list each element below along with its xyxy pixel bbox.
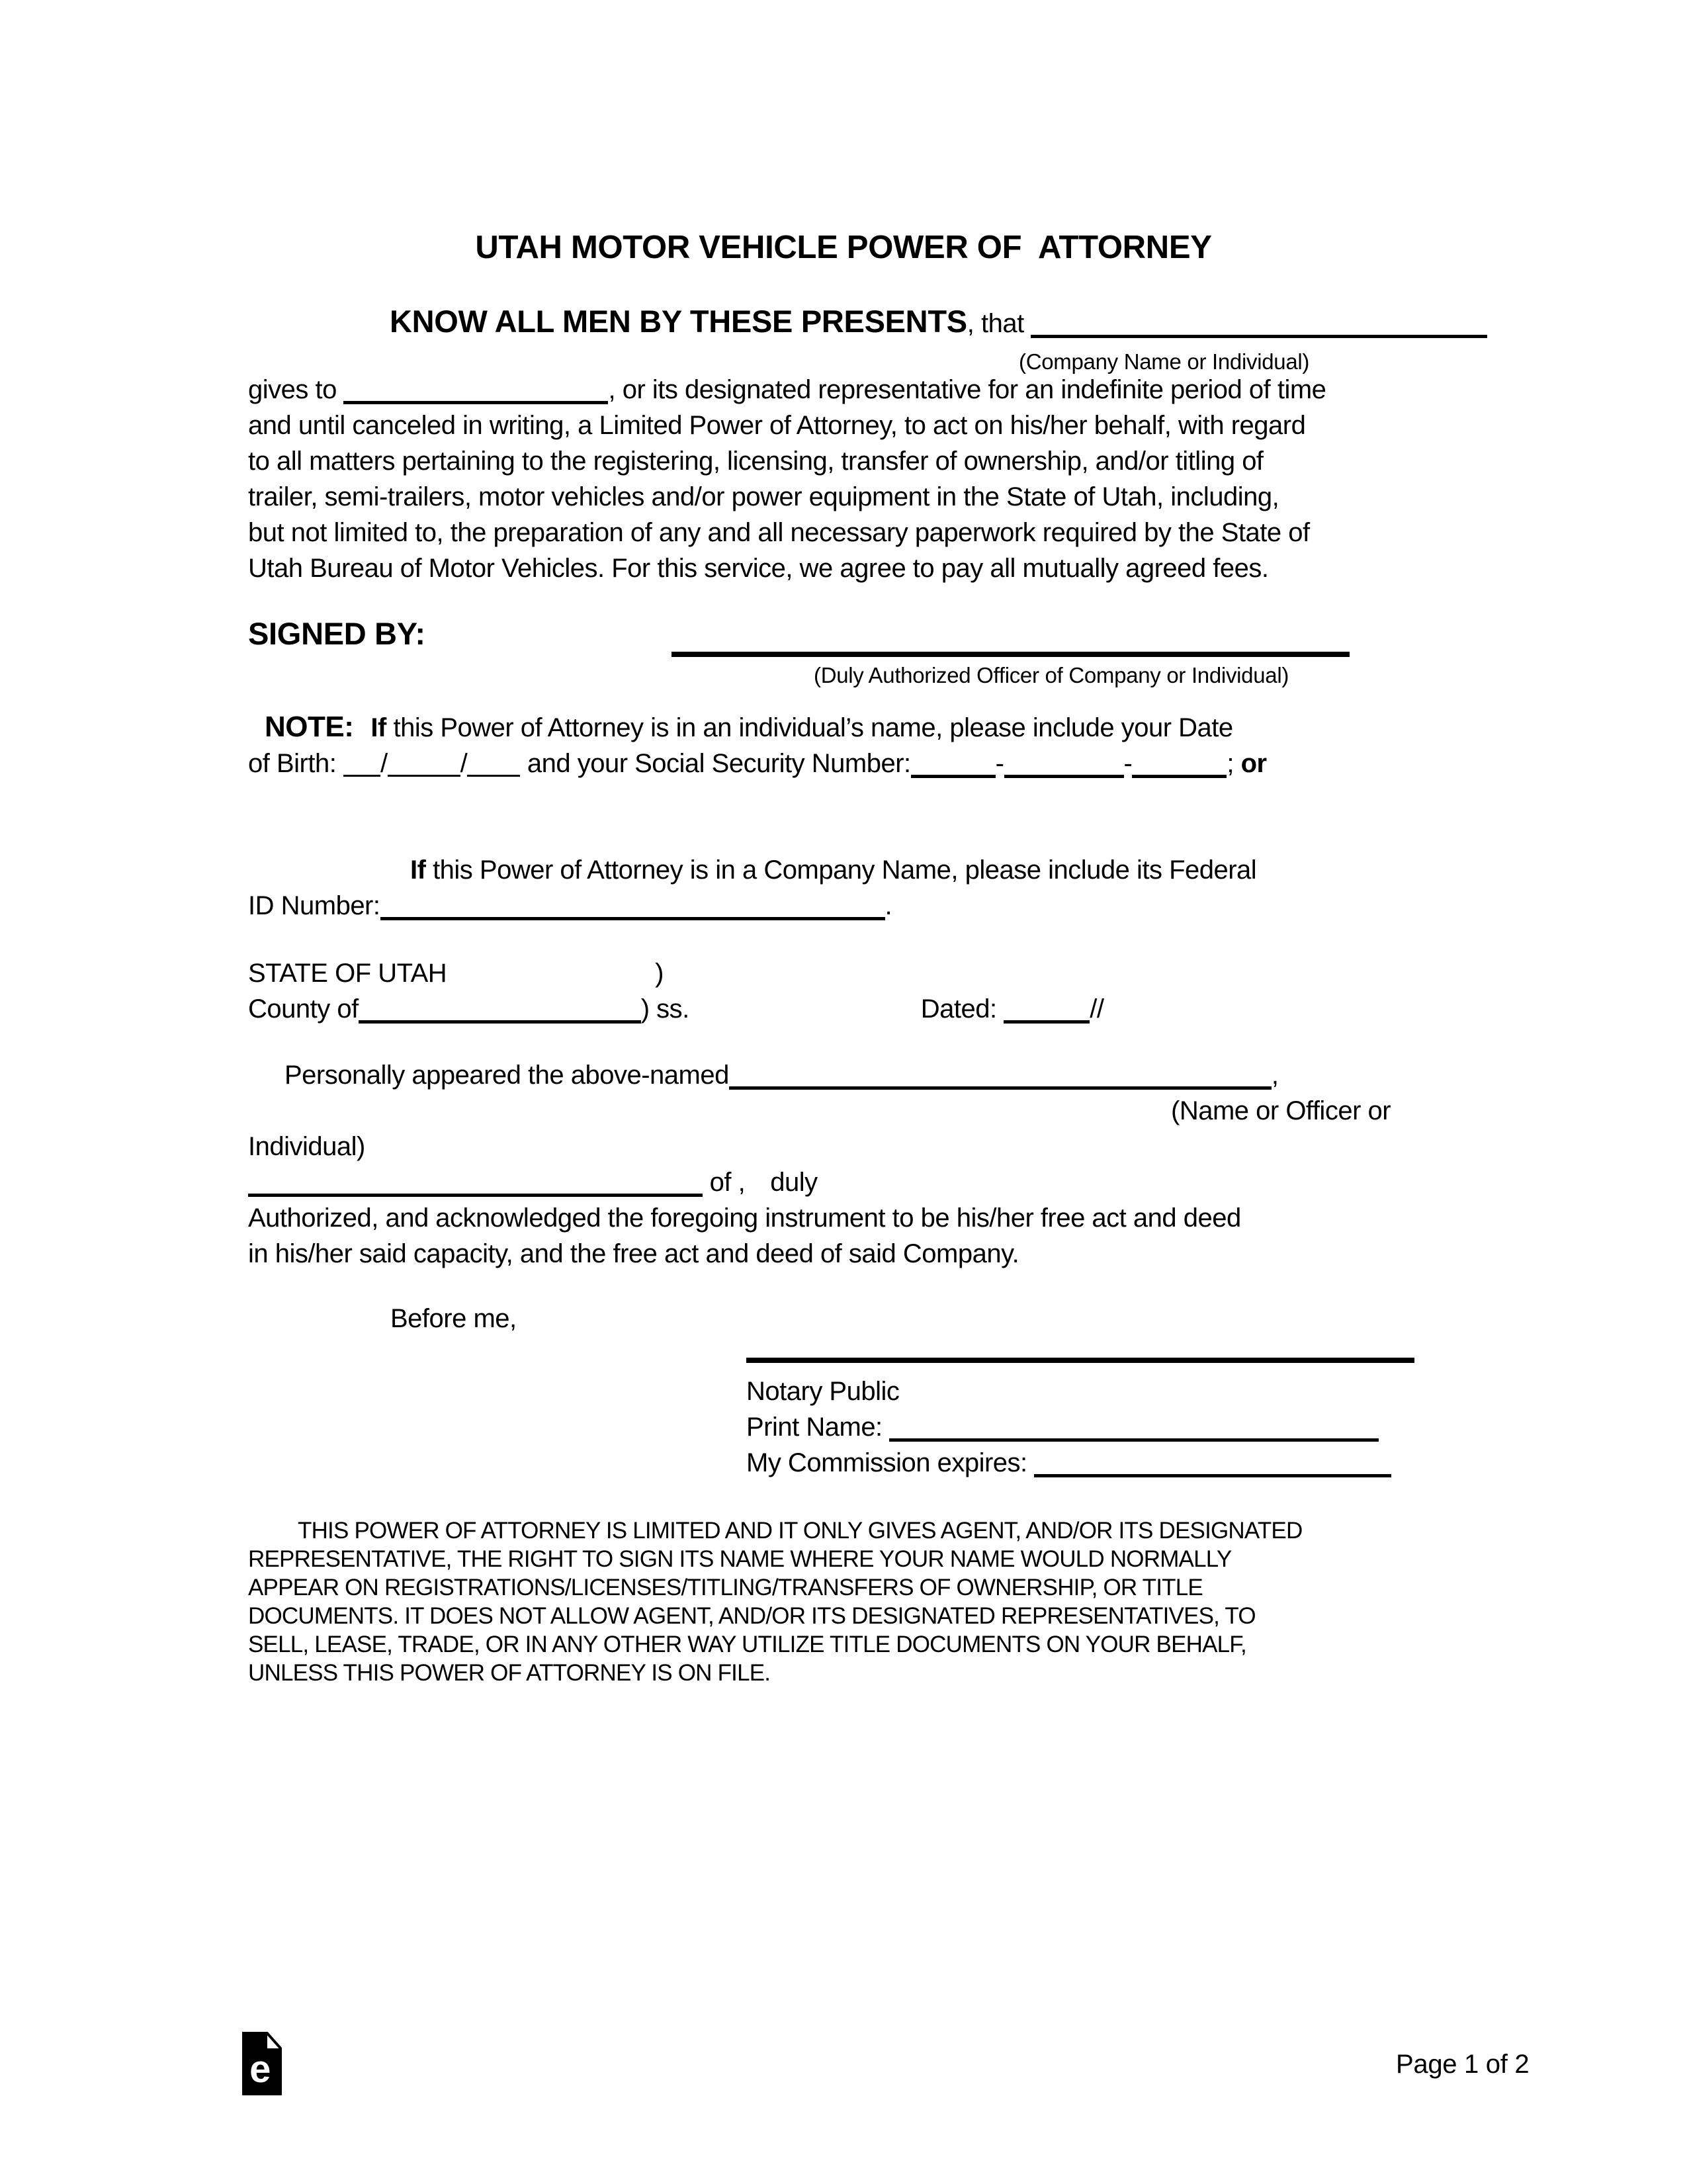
individual-note-line (248, 709, 1498, 746)
personally-appeared-line (248, 1057, 1278, 1093)
agent-name-blank-field[interactable] (343, 401, 608, 404)
commission-label: My Commission expires: (746, 1448, 1027, 1477)
slash-text: / (1096, 994, 1104, 1024)
intro-line: Utah Bureau of Motor Vehicles. For this service, we agree to pay all mutually agreed fees. (248, 554, 1269, 583)
officer-name-blank-field[interactable] (248, 1194, 703, 1197)
intro-paragraph (248, 372, 1498, 586)
commission-date-blank-field[interactable] (1034, 1474, 1391, 1477)
ssn-blank-field-1[interactable] (911, 775, 996, 778)
semicolon-text: ; (1227, 749, 1234, 778)
appeared-name-blank-field[interactable] (729, 1086, 1272, 1090)
dob-label: of Birth: (248, 749, 337, 778)
intro-line: but not limited to, the preparation of any and all necessary paperwork required by the State of (248, 518, 1310, 547)
eforms-logo-icon (242, 2032, 282, 2102)
intro-line (248, 372, 1498, 408)
or-emphasis: or (1240, 749, 1267, 778)
ss-text: ) ss. (640, 994, 689, 1024)
dash-text: - (995, 749, 1004, 778)
before-me-text: Before me, (390, 1304, 517, 1333)
notary-print-name-row (746, 1409, 1414, 1445)
dated-label: Dated: (920, 994, 997, 1024)
page-number: Page 1 of 2 (1396, 2050, 1530, 2079)
company-name-caption: (Company Name or Individual) (1019, 349, 1310, 374)
if-emphasis: If (370, 713, 386, 742)
signed-by-label: SIGNED BY: (248, 616, 425, 651)
individual-note-line (248, 746, 1498, 781)
limitation-line: THIS POWER OF ATTORNEY IS LIMITED AND IT ONLY GIVES AGENT, AND/OR ITS DESIGNATED (298, 1518, 1303, 1544)
gives-to-text: gives to (248, 375, 337, 404)
slash-text: / (460, 749, 468, 778)
period-text: . (885, 891, 892, 920)
notary-block (746, 1358, 1414, 1481)
if-emphasis: If (410, 855, 426, 885)
federal-id-label: ID Number: (248, 891, 380, 920)
individual-note-text: this Power of Attorney is in an individual’s name, please include your Date (393, 713, 1233, 742)
company-note-text: this Power of Attorney is in a Company Name, please include its Federal (433, 855, 1257, 885)
acknowledgment-line: Authorized, and acknowledged the foregoing instrument to be his/her free act and deed (248, 1203, 1241, 1233)
of-text: of (709, 1168, 731, 1197)
paren-text: ) (655, 959, 664, 988)
county-dated-line (248, 991, 1104, 1032)
principal-name-blank-field[interactable] (1031, 335, 1487, 338)
intro-line1-text: , or its designated representative for an indefinite period of time (608, 375, 1326, 404)
company-note-paragraph (248, 852, 1498, 924)
personally-appeared-text: Personally appeared the above-named (284, 1061, 729, 1090)
company-note-line (248, 888, 1498, 924)
acknowledgment-paragraph (248, 1200, 1498, 1272)
presents-line (390, 303, 1487, 339)
print-name-blank-field[interactable] (889, 1438, 1379, 1442)
ssn-blank-field-3[interactable] (1132, 775, 1227, 778)
ssn-label: and your Social Security Number: (527, 749, 911, 778)
individual-note-paragraph (248, 709, 1498, 781)
state-of-utah-text: STATE OF UTAH (248, 959, 447, 988)
dash-text: - (1123, 749, 1133, 778)
limitation-line: REPRESENTATIVE, THE RIGHT TO SIGN ITS NAME WHERE YOUR NAME WOULD NORMALLY (248, 1546, 1232, 1572)
print-name-label: Print Name: (746, 1413, 883, 1442)
notary-commission-row (746, 1445, 1414, 1481)
intro-line: trailer, semi-trailers, motor vehicles and/or power equipment in the State of Utah, including, (248, 482, 1279, 511)
name-officer-caption: (Name or Officer or (1171, 1096, 1391, 1125)
intro-line: and until canceled in writing, a Limited Power of Attorney, to act on his/her behalf, with regard (248, 411, 1306, 440)
county-of-text: County of (248, 994, 359, 1024)
limitation-line: DOCUMENTS. IT DOES NOT ALLOW AGENT, AND/OR ITS DESIGNATED REPRESENTATIVES, TO (248, 1603, 1256, 1629)
duly-text: duly (770, 1168, 818, 1197)
signature-blank-field[interactable] (671, 652, 1350, 657)
comma-text: , (738, 1168, 746, 1197)
intro-line: to all matters pertaining to the registering, licensing, transfer of ownership, and/or titling of (248, 447, 1264, 476)
notary-public-label: Notary Public (746, 1377, 900, 1406)
limitation-line: SELL, LEASE, TRADE, OR IN ANY OTHER WAY UTILIZE TITLE DOCUMENTS ON YOUR BEHALF, (248, 1632, 1246, 1657)
limitation-line: UNLESS THIS POWER OF ATTORNEY IS ON FILE. (248, 1660, 771, 1686)
ssn-blank-field-2[interactable] (1004, 775, 1124, 778)
federal-id-blank-field[interactable] (380, 917, 885, 920)
dob-month-blank-field[interactable] (343, 775, 380, 777)
logo-letter: e (249, 2048, 271, 2091)
dob-day-blank-field[interactable] (388, 775, 460, 777)
company-note-line (248, 852, 1498, 888)
county-blank-field[interactable] (359, 1020, 641, 1024)
comma-text: , (1271, 1061, 1279, 1090)
slash-text: / (1090, 994, 1097, 1024)
state-of-utah-line (248, 955, 664, 991)
that-text: , that (967, 309, 1024, 338)
individual-caption: Individual) (248, 1132, 365, 1161)
signature-caption: (Duly Authorized Officer of Company or Individual) (814, 663, 1289, 687)
acknowledgment-line: in his/her said capacity, and the free act and deed of said Company. (248, 1239, 1019, 1268)
slash-text: / (380, 749, 388, 778)
limitation-paragraph (248, 1516, 1459, 1687)
date-month-blank-field[interactable] (1004, 1020, 1090, 1024)
limitation-line: APPEAR ON REGISTRATIONS/LICENSES/TITLING/TRANSFERS OF OWNERSHIP, OR TITLE (248, 1575, 1203, 1600)
duly-authorized-line (248, 1164, 818, 1205)
dob-year-blank-field[interactable] (467, 775, 520, 777)
notary-signature-blank-field[interactable] (746, 1358, 1414, 1363)
document-title: UTAH MOTOR VEHICLE POWER OF ATTORNEY (475, 230, 1212, 265)
note-label: NOTE: (265, 711, 354, 743)
presents-heading: KNOW ALL MEN BY THESE PRESENTS (390, 304, 967, 339)
